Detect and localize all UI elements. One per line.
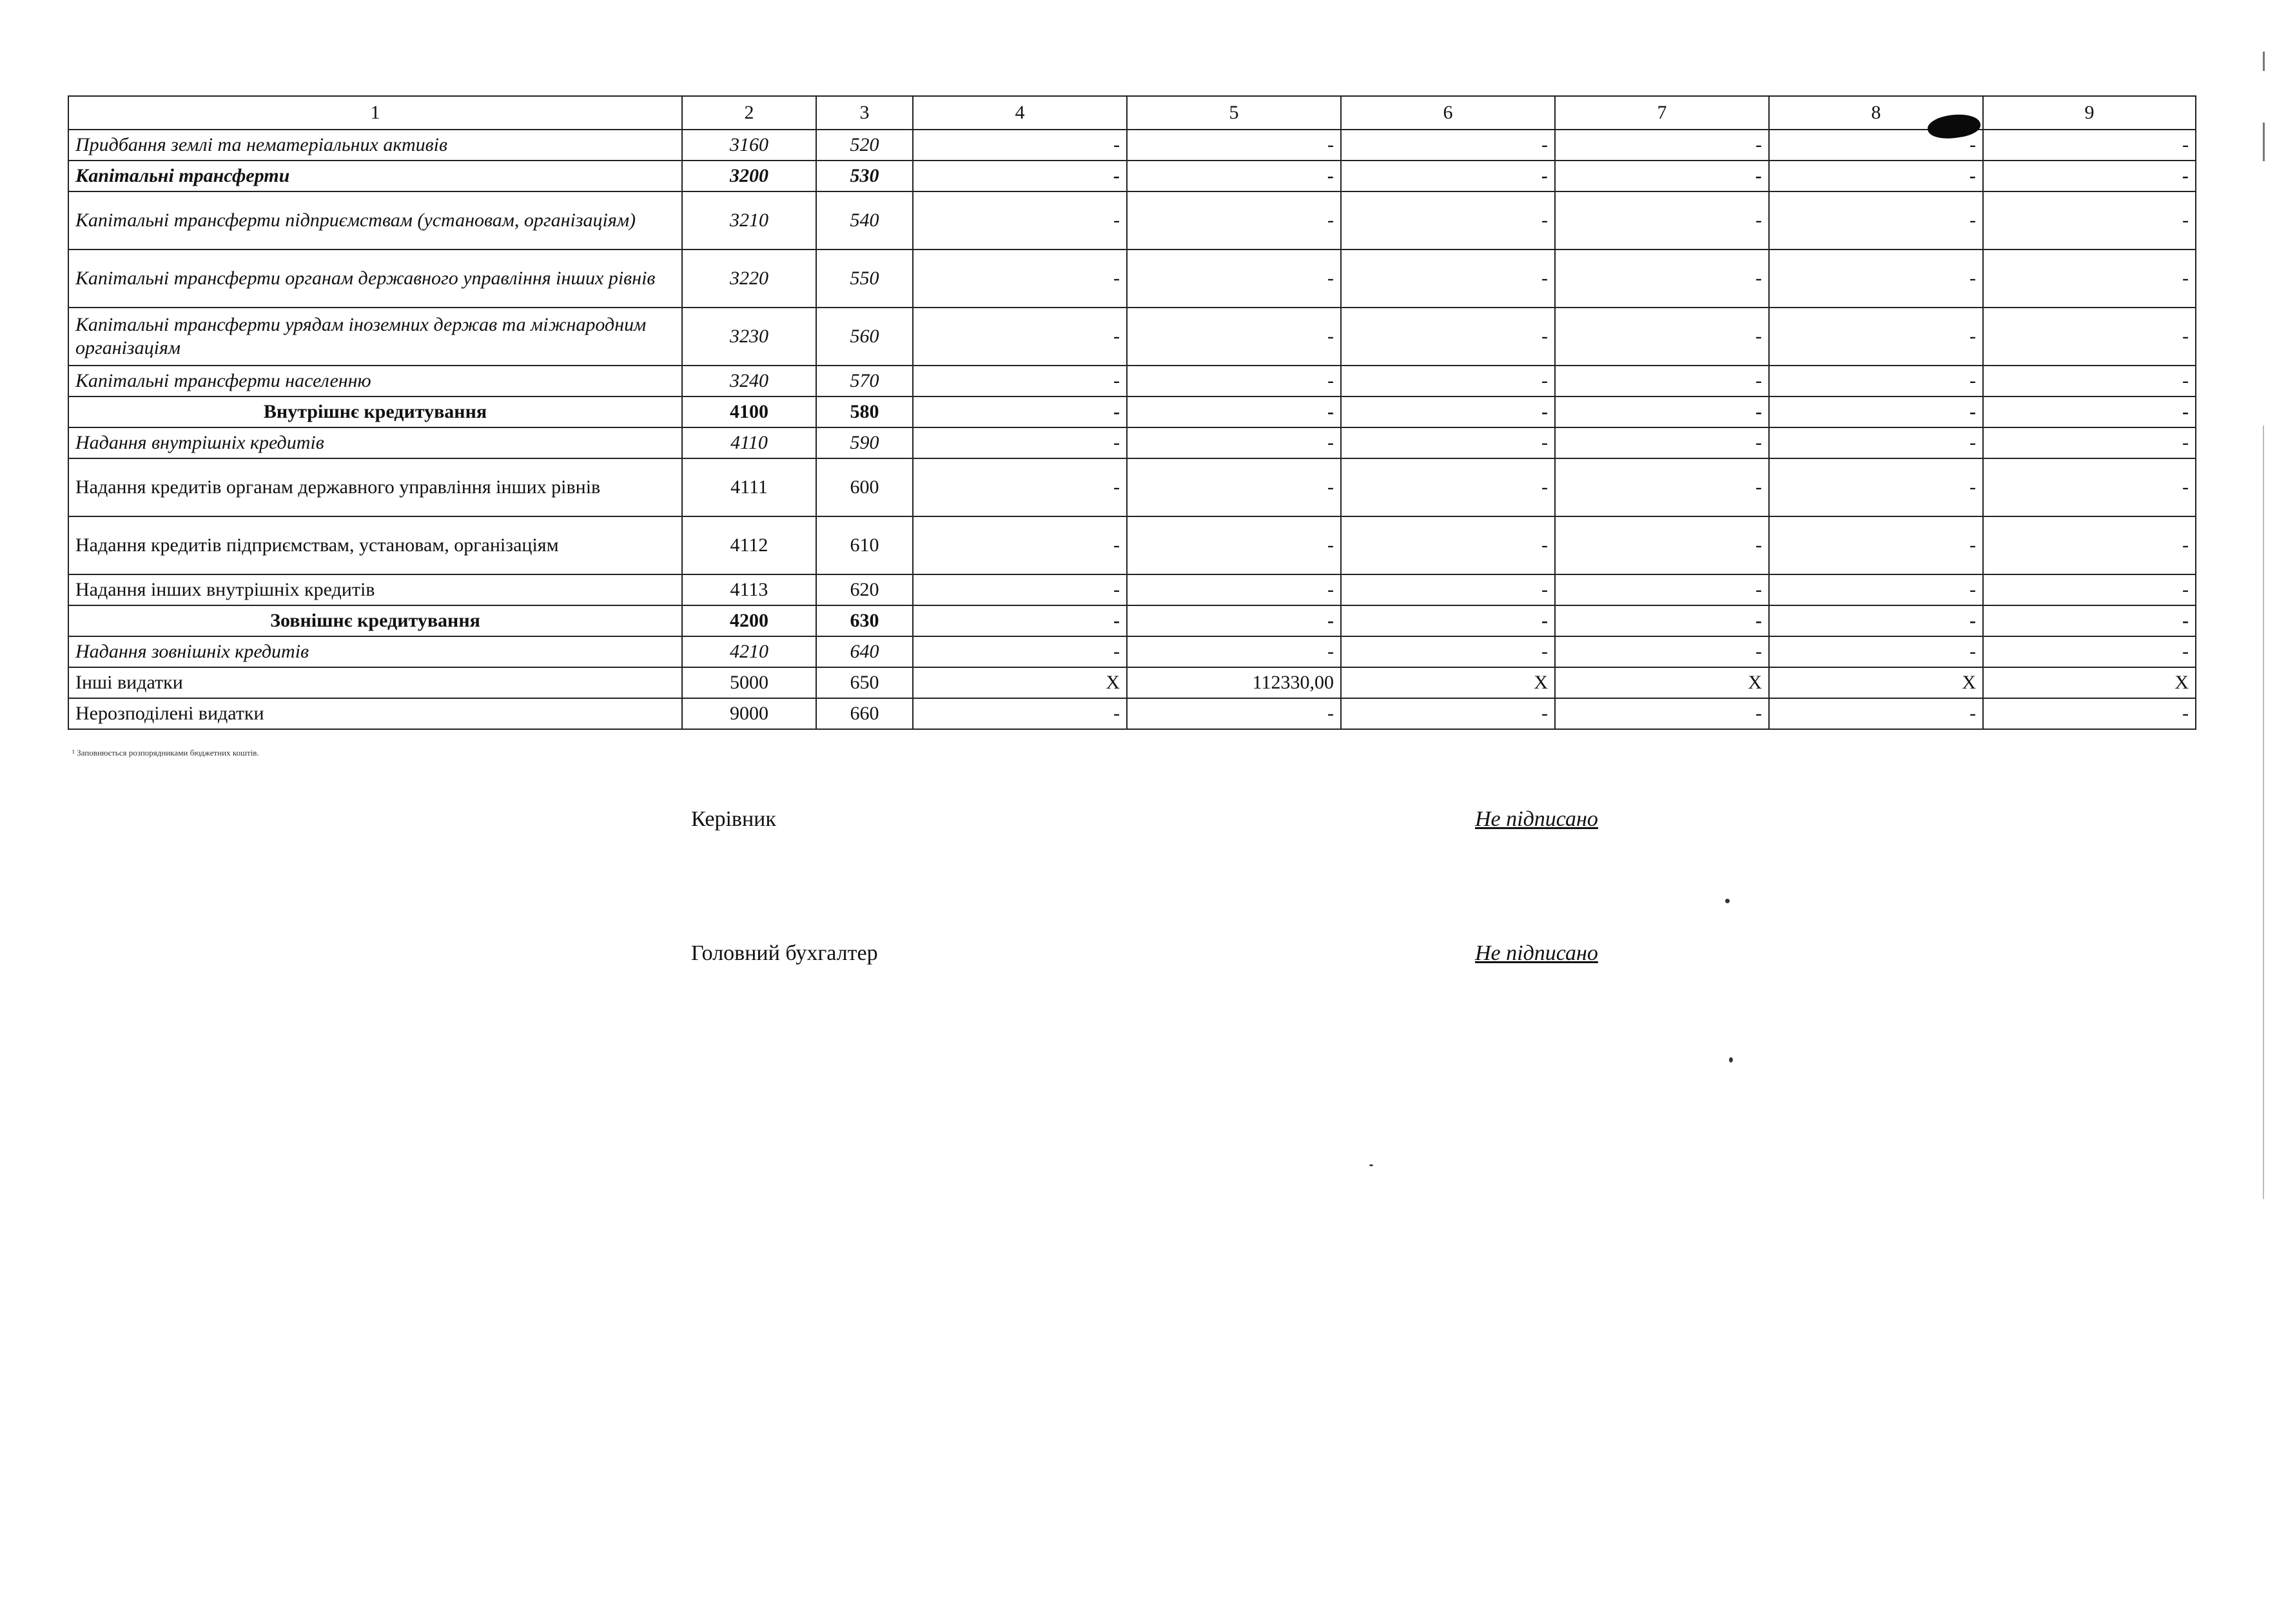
table-row (68, 667, 2196, 698)
row-value: - (1983, 308, 2196, 366)
row-value: - (913, 427, 1127, 458)
table-row (68, 516, 2196, 574)
row-value: - (1555, 191, 1769, 249)
signature-role-director: Керівник (691, 807, 776, 831)
row-value: - (913, 191, 1127, 249)
row-value: - (913, 574, 1127, 605)
row-value: - (913, 698, 1127, 729)
row-value: - (913, 249, 1127, 308)
row-value: - (1769, 249, 1983, 308)
column-number: 2 (682, 96, 816, 130)
scan-speck (1729, 1057, 1733, 1062)
row-value: - (1127, 308, 1341, 366)
row-code: 9000 (682, 698, 816, 729)
row-code: 4112 (682, 516, 816, 574)
row-value: - (1769, 366, 1983, 396)
row-code: 4111 (682, 458, 816, 516)
row-name: Надання інших внутрішніх кредитів (68, 574, 682, 605)
row-value: - (1127, 161, 1341, 191)
row-code: 3220 (682, 249, 816, 308)
signature-status-director: Не підписано (1475, 807, 1598, 831)
row-value: - (1341, 308, 1555, 366)
row-value: - (1769, 636, 1983, 667)
column-number: 3 (816, 96, 913, 130)
row-value: - (1127, 191, 1341, 249)
row-code: 5000 (682, 667, 816, 698)
row-line-code: 560 (816, 308, 913, 366)
row-value: - (1555, 458, 1769, 516)
row-code: 3200 (682, 161, 816, 191)
row-value: - (1983, 516, 2196, 574)
row-value: - (913, 458, 1127, 516)
row-value: - (1769, 308, 1983, 366)
table-row (68, 308, 2196, 366)
row-line-code: 580 (816, 396, 913, 427)
row-value: - (1341, 427, 1555, 458)
scan-speck (1369, 1164, 1373, 1166)
row-line-code: 590 (816, 427, 913, 458)
row-value: - (1769, 605, 1983, 636)
row-value: - (1555, 427, 1769, 458)
column-number: 7 (1555, 96, 1769, 130)
row-line-code: 530 (816, 161, 913, 191)
row-value: - (1341, 636, 1555, 667)
row-value: - (1983, 636, 2196, 667)
row-value: - (1983, 249, 2196, 308)
row-value: - (1769, 516, 1983, 574)
row-line-code: 650 (816, 667, 913, 698)
row-value: - (1127, 427, 1341, 458)
row-value: - (1341, 249, 1555, 308)
row-code: 3210 (682, 191, 816, 249)
row-name: Надання кредитів органам державного управління інших рівнів (68, 458, 682, 516)
table-row (68, 161, 2196, 191)
row-value: - (913, 130, 1127, 161)
row-value: - (1127, 516, 1341, 574)
row-value: - (1555, 396, 1769, 427)
row-value: - (1983, 396, 2196, 427)
scan-speck (1725, 899, 1730, 903)
row-name: Внутрішнє кредитування (68, 396, 682, 427)
row-value: - (913, 161, 1127, 191)
footnote: ¹ Заповнюється розпорядниками бюджетних коштів. (72, 748, 259, 758)
scan-edge-mark (2263, 52, 2265, 71)
column-number: 8 (1769, 96, 1983, 130)
row-value: - (1983, 427, 2196, 458)
scan-edge-mark (2263, 122, 2265, 161)
table-row (68, 698, 2196, 729)
row-value: - (1341, 698, 1555, 729)
row-value: - (1769, 427, 1983, 458)
row-value: - (1983, 574, 2196, 605)
row-value: - (1341, 516, 1555, 574)
row-name: Зовнішнє кредитування (68, 605, 682, 636)
row-value: X (1983, 667, 2196, 698)
row-value: - (1769, 191, 1983, 249)
row-name: Надання зовнішніх кредитів (68, 636, 682, 667)
row-value: - (1341, 191, 1555, 249)
table-row (68, 427, 2196, 458)
row-name: Капітальні трансферти населенню (68, 366, 682, 396)
row-code: 4100 (682, 396, 816, 427)
row-code: 4210 (682, 636, 816, 667)
column-number: 1 (68, 96, 682, 130)
row-value: - (1341, 161, 1555, 191)
row-code: 3240 (682, 366, 816, 396)
row-value: - (1127, 249, 1341, 308)
row-value: - (1983, 130, 2196, 161)
row-line-code: 570 (816, 366, 913, 396)
table-row (68, 249, 2196, 308)
row-value: - (1555, 574, 1769, 605)
scan-edge-mark (2263, 426, 2264, 1199)
row-value: - (1555, 516, 1769, 574)
row-line-code: 520 (816, 130, 913, 161)
row-value: - (1983, 161, 2196, 191)
row-name: Надання внутрішніх кредитів (68, 427, 682, 458)
table-row (68, 130, 2196, 161)
expenditure-table (68, 95, 2196, 730)
row-line-code: 540 (816, 191, 913, 249)
row-name: Придбання землі та нематеріальних активів (68, 130, 682, 161)
row-line-code: 550 (816, 249, 913, 308)
row-value: - (1127, 636, 1341, 667)
row-value: - (913, 605, 1127, 636)
table-row (68, 396, 2196, 427)
column-number: 5 (1127, 96, 1341, 130)
row-value: - (1983, 698, 2196, 729)
row-value: 112330,00 (1127, 667, 1341, 698)
table-row (68, 366, 2196, 396)
row-value: - (1769, 574, 1983, 605)
row-value: - (1341, 396, 1555, 427)
row-name: Капітальні трансферти органам державного управління інших рівнів (68, 249, 682, 308)
row-line-code: 600 (816, 458, 913, 516)
row-value: X (1769, 667, 1983, 698)
row-value: - (1983, 458, 2196, 516)
column-number: 9 (1983, 96, 2196, 130)
row-value: - (1555, 161, 1769, 191)
row-value: - (1127, 574, 1341, 605)
table-row (68, 605, 2196, 636)
row-value: - (1555, 130, 1769, 161)
row-value: - (1983, 605, 2196, 636)
row-value: - (1769, 130, 1983, 161)
row-value: - (1555, 366, 1769, 396)
table-row (68, 574, 2196, 605)
row-name: Капітальні трансферти (68, 161, 682, 191)
row-code: 4113 (682, 574, 816, 605)
signature-status-chief-accountant: Не підписано (1475, 941, 1598, 965)
row-value: - (913, 308, 1127, 366)
table-body (68, 130, 2196, 729)
column-number-row (68, 96, 2196, 130)
row-value: - (1555, 698, 1769, 729)
table-row (68, 636, 2196, 667)
row-value: - (1127, 130, 1341, 161)
table-row (68, 458, 2196, 516)
row-value: - (1555, 636, 1769, 667)
row-value: - (1769, 698, 1983, 729)
row-value: - (913, 516, 1127, 574)
row-value: - (1983, 366, 2196, 396)
row-value: X (913, 667, 1127, 698)
row-value: X (1555, 667, 1769, 698)
signature-role-chief-accountant: Головний бухгалтер (691, 941, 878, 965)
row-value: - (913, 396, 1127, 427)
row-name: Інші видатки (68, 667, 682, 698)
row-value: - (1341, 605, 1555, 636)
row-name: Капітальні трансферти урядам іноземних держав та міжнародним організаціям (68, 308, 682, 366)
row-value: - (1555, 308, 1769, 366)
row-code: 4110 (682, 427, 816, 458)
row-value: - (1341, 458, 1555, 516)
row-value: X (1341, 667, 1555, 698)
row-value: - (1127, 366, 1341, 396)
row-name: Надання кредитів підприємствам, установам, організаціям (68, 516, 682, 574)
row-value: - (1769, 161, 1983, 191)
row-value: - (1341, 130, 1555, 161)
row-line-code: 620 (816, 574, 913, 605)
row-line-code: 640 (816, 636, 913, 667)
row-value: - (1341, 366, 1555, 396)
row-value: - (1769, 458, 1983, 516)
column-number: 6 (1341, 96, 1555, 130)
table-row (68, 191, 2196, 249)
row-value: - (1127, 396, 1341, 427)
row-name: Капітальні трансферти підприємствам (установам, організаціям) (68, 191, 682, 249)
row-code: 4200 (682, 605, 816, 636)
row-value: - (1555, 249, 1769, 308)
row-value: - (1983, 191, 2196, 249)
row-value: - (1127, 458, 1341, 516)
row-value: - (1127, 698, 1341, 729)
row-value: - (1341, 574, 1555, 605)
row-value: - (913, 636, 1127, 667)
row-value: - (1769, 396, 1983, 427)
row-value: - (1127, 605, 1341, 636)
row-line-code: 630 (816, 605, 913, 636)
row-line-code: 610 (816, 516, 913, 574)
row-code: 3160 (682, 130, 816, 161)
column-number: 4 (913, 96, 1127, 130)
row-value: - (913, 366, 1127, 396)
row-line-code: 660 (816, 698, 913, 729)
row-value: - (1555, 605, 1769, 636)
row-code: 3230 (682, 308, 816, 366)
row-name: Нерозподілені видатки (68, 698, 682, 729)
